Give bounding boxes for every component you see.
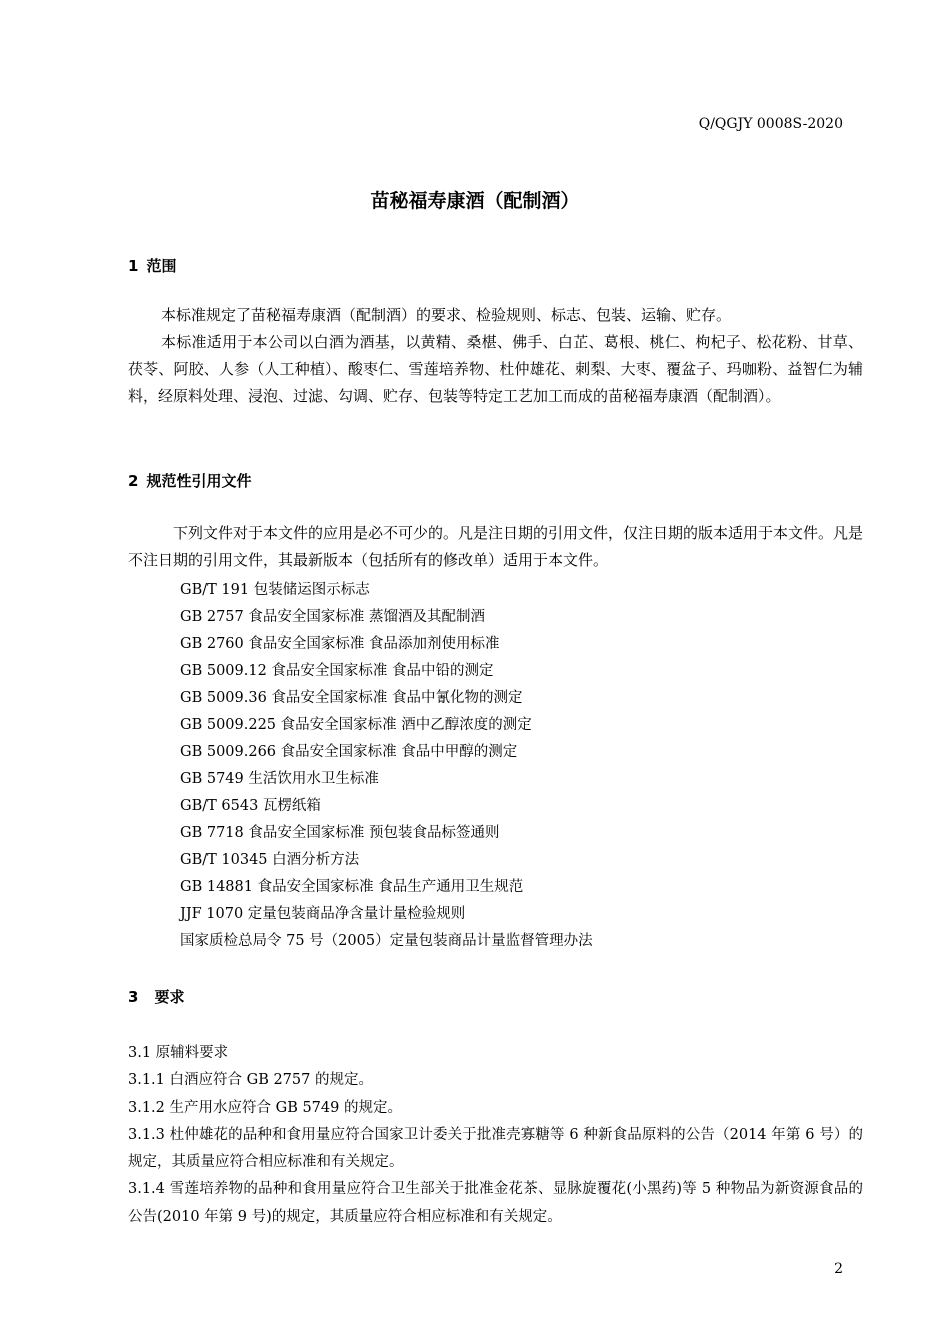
section-2-heading (128, 470, 251, 491)
reference-item: GB 2757 食品安全国家标准 蒸馏酒及其配制酒 (180, 609, 485, 625)
reference-item: GB 5749 生活饮用水卫生标准 (180, 771, 379, 787)
reference-item: GB/T 10345 白酒分析方法 (180, 852, 360, 868)
requirement-item: 3.1.3 杜仲雄花的品种和食用量应符合国家卫计委关于批准壳寡糖等 6 种新食品原料的公告（2014 年第 6 号）的规定，其质量应符合相应标准和有关规定。 (128, 1126, 863, 1171)
reference-item: 国家质检总局令 75 号（2005）定量包装商品计量监督管理办法 (180, 933, 593, 949)
requirement-item: 3.1.4 雪莲培养物的品种和食用量应符合卫生部关于批准金花茶、显脉旋覆花(小黑药)等 5 种物品为新资源食品的公告(2010 年第 9 号)的规定，其质量应符合相应标准和有关规定。 (128, 1181, 863, 1225)
requirement-item: 3.1.2 生产用水应符合 GB 5749 的规定。 (128, 1099, 402, 1116)
reference-item: GB/T 6543 瓦楞纸箱 (180, 798, 321, 814)
reference-item: GB 5009.12 食品安全国家标准 食品中铅的测定 (180, 663, 494, 679)
section-2-number: 2 (128, 472, 139, 490)
scope-paragraph-1: 本标准规定了苗秘福寿康酒（配制酒）的要求、检验规则、标志、包装、运输、贮存。 (161, 306, 732, 324)
reference-item: GB 5009.225 食品安全国家标准 酒中乙醇浓度的测定 (180, 717, 532, 733)
reference-item: GB 7718 食品安全国家标准 预包装食品标签通则 (180, 825, 500, 841)
section-1-title: 范围 (146, 257, 177, 275)
reference-item: JJF 1070 定量包装商品净含量计量检验规则 (180, 906, 466, 922)
normative-references-intro: 下列文件对于本文件的应用是必不可少的。凡是注日期的引用文件，仅注日期的版本适用于本文件。凡是不注日期的引用文件，其最新版本（包括所有的修改单）适用于本文件。 (128, 524, 864, 569)
section-2-intro (128, 520, 863, 574)
reference-item: GB 5009.36 食品安全国家标准 食品中氰化物的测定 (180, 690, 523, 706)
section-3-heading (128, 986, 184, 1007)
reference-item: GB 2760 食品安全国家标准 食品添加剂使用标准 (180, 636, 500, 652)
reference-list (180, 577, 593, 955)
reference-item: GB 14881 食品安全国家标准 食品生产通用卫生规范 (180, 879, 524, 895)
section-3-title: 要求 (154, 988, 185, 1006)
section-2-title: 规范性引用文件 (146, 472, 252, 490)
scope-paragraph-2: 本标准适用于本公司以白酒为酒基，以黄精、桑椹、佛手、白芷、葛根、桃仁、枸杞子、松花粉、甘草、茯苓、阿胶、人参（人工种植）、酸枣仁、雪莲培养物、杜仲雄花、刺梨、大枣、覆盆子、玛咖粉、益智仁为辅料，经原料处理、浸泡、过滤、勾调、贮存、包装等特定工艺加工而成的苗秘福寿康酒（配制酒）。 (128, 333, 863, 405)
section-1-heading (128, 255, 176, 276)
requirement-item: 3.1.1 白酒应符合 GB 2757 的规定。 (128, 1072, 373, 1089)
section-1-body (128, 302, 863, 410)
requirement-item: 3.1 原辅料要求 (128, 1045, 229, 1061)
standard-code: Q/QGJY 0008S-2020 (698, 116, 843, 132)
requirements-body (128, 1040, 863, 1231)
document-title: 苗秘福寿康酒（配制酒） (370, 190, 580, 212)
reference-item: GB 5009.266 食品安全国家标准 食品中甲醇的测定 (180, 744, 518, 760)
page-number: 2 (834, 1261, 843, 1277)
reference-item: GB/T 191 包装储运图示标志 (180, 582, 370, 598)
section-1-number: 1 (128, 257, 139, 275)
section-3-number: 3 (128, 988, 139, 1006)
